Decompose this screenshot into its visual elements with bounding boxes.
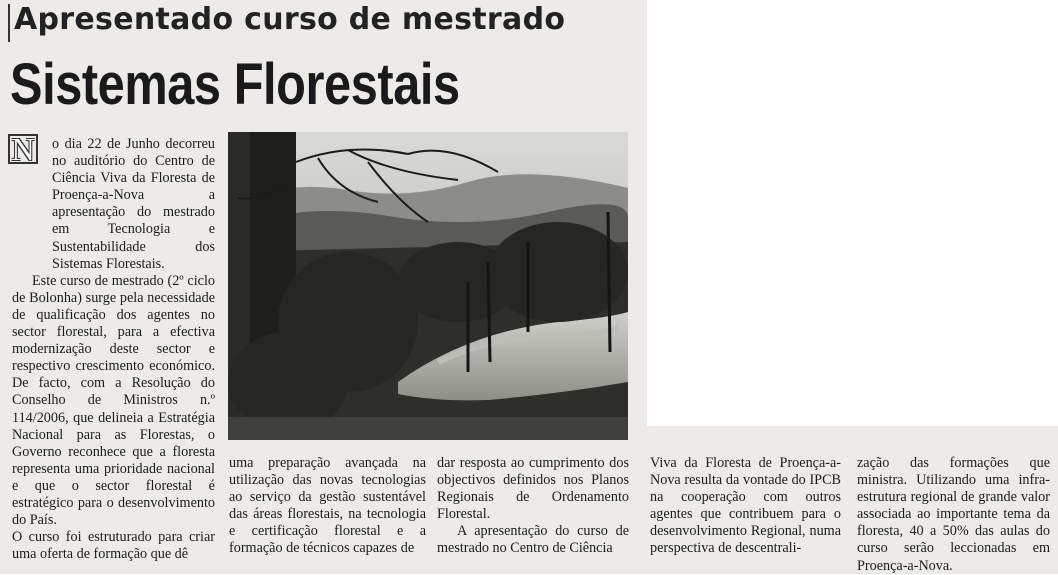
forest-landscape-photo: [228, 132, 628, 440]
paragraph-3: O curso foi estruturado para criar uma oferta de formação que dê: [12, 529, 215, 563]
photo-graphic: [228, 132, 628, 440]
paragraph-4: dar resposta ao cumprimento dos objectivos definidos nos Planos Regionais de Ordenamento Florestal.: [437, 455, 629, 523]
article-headline: Sistemas Florestais: [10, 52, 460, 117]
paragraph-1: o dia 22 de Junho decorreu no auditório do Centro de Ciência Viva da Floresta de Proença-a-Nova a apresentação do mestrado em Tecnologia e Sustentabilidade dos Sistemas Florestais.: [52, 136, 215, 272]
article-column-1: [12, 136, 215, 563]
article-column-4: Viva da Floresta de Proença-a-Nova resulta da vontade do IPCB na cooperação com outros agentes que contribuem para o desenvolvimento Regional, numa perspectiva de descentrali-: [650, 455, 841, 557]
article-column-2: uma preparação avançada na utilização das novas tecnologias ao serviço da gestão sustentável das áreas florestais, na tecnologia e certificação florestal e a formação de técnicos capazes de: [229, 455, 426, 557]
article-column-5: zação das formações que ministra. Utilizando uma infra-estrutura regional de grande valor associada ao importante tema da floresta, 40 a 50% das aulas do curso serão leccionadas em Proença-a-Nova.: [857, 455, 1050, 574]
article-column-3: [437, 455, 629, 558]
kicker-rule: [8, 4, 10, 42]
drop-cap: N: [8, 134, 38, 164]
article-kicker: Apresentado curso de mestrado: [14, 2, 566, 37]
paragraph-5: A apresentação do curso de mestrado no Centro de Ciência: [437, 523, 629, 557]
paragraph-2: Este curso de mestrado (2º ciclo de Bolonha) surge pela necessidade de qualificação dos agentes no sector florestal, para a efectiva modernização deste sector e respectivo crescimento económico. De facto, com a Resolução do Conselho de Ministros n.º 114/2006, que delineia a Estratégia Nacional para as Florestas, o Governo reconhece que a floresta representa uma prioridade nacional e que o sector florestal é estratégico para o desenvolvimento do País.: [12, 272, 215, 529]
